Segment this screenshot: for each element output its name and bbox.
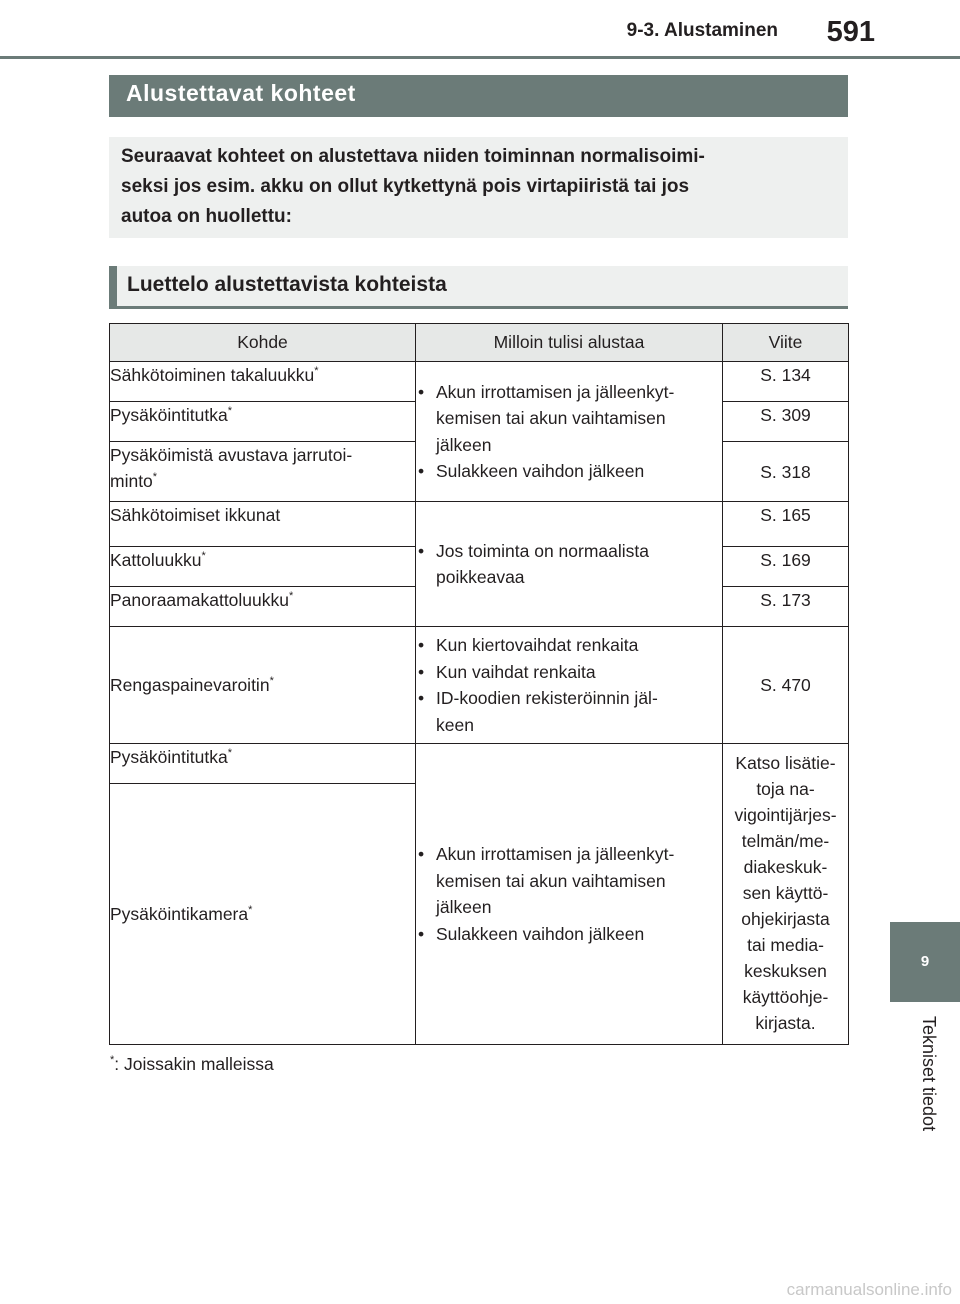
item-name: Panoraamakattoluukku: [110, 590, 289, 610]
asterisk-mark: *: [227, 405, 232, 418]
page-number: 591: [826, 16, 875, 48]
watermark: carmanualsonline.info: [786, 1280, 952, 1299]
item-cell: [110, 587, 416, 627]
list-item: • Kun kiertovaihdat renkaita: [416, 632, 722, 659]
when-list: [416, 538, 722, 591]
reference-cell: S. 309: [723, 402, 849, 442]
reference-cell: S. 318: [723, 442, 849, 502]
chapter-tab: 9: [890, 922, 960, 1002]
item-cell: [110, 627, 416, 744]
item-name: Sähkötoiminen takaluukku: [110, 365, 315, 385]
when-list: [416, 379, 722, 485]
column-header-item: Kohde: [110, 324, 416, 362]
when-cell: [416, 362, 723, 502]
item-name: Sähkötoimiset ikkunat: [110, 505, 281, 525]
table-row: [110, 502, 849, 547]
table-row: [110, 362, 849, 402]
header-divider: [0, 56, 960, 59]
footnote: [110, 1054, 274, 1075]
item-cell: [110, 744, 416, 784]
item-cell: [110, 547, 416, 587]
item-name: Pysäköimistä avustava jarrutoi-: [110, 445, 353, 465]
section-title: 9-3. Alustaminen: [626, 20, 778, 41]
reference-cell: S. 134: [723, 362, 849, 402]
column-header-reference: Viite: [723, 324, 849, 362]
column-header-when: Milloin tulisi alustaa: [416, 324, 723, 362]
reference-cell: S. 169: [723, 547, 849, 587]
table-row: [110, 627, 849, 744]
intro-line: Seuraavat kohteet on alustettava niiden toiminnan normalisoimi-: [121, 146, 705, 167]
when-list: [416, 841, 722, 947]
item-cell: [110, 362, 416, 402]
asterisk-mark: *: [314, 365, 319, 378]
asterisk-mark: *: [152, 471, 158, 484]
table-row: [110, 744, 849, 784]
when-cell: [416, 744, 723, 1045]
list-item: • Sulakkeen vaihdon jälkeen: [416, 921, 722, 948]
table-header-row: [110, 324, 849, 362]
reference-cell: S. 173: [723, 587, 849, 627]
asterisk-mark: *: [248, 904, 253, 917]
list-item: • ID-koodien rekisteröinnin jäl- keen: [416, 685, 722, 738]
item-name: Pysäköintikamera: [110, 904, 249, 924]
item-cell: [110, 442, 416, 502]
intro-line: seksi jos esim. akku on ollut kytkettynä pois virtapiiristä tai jos: [121, 176, 690, 197]
item-name: Pysäköintitutka: [110, 405, 228, 425]
asterisk-mark: *: [201, 550, 206, 563]
item-cell: [110, 402, 416, 442]
list-item: • Kun vaihdat renkaita: [416, 659, 722, 686]
when-cell: [416, 627, 723, 744]
list-item: • Akun irrottamisen ja jälleenkyt- kemisen tai akun vaihtamisen jälkeen: [416, 379, 722, 459]
item-cell: [110, 502, 416, 547]
reference-cell: Katso lisätie- toja na- vigointijärjes- telmän/me- diakeskuk- sen käyttö- ohjekirjasta tai media- keskuksen käyttöohje- kirjasta.: [723, 744, 849, 1045]
reference-cell: S. 165: [723, 502, 849, 547]
footnote-text: : Joissakin malleissa: [114, 1054, 274, 1074]
asterisk-mark: *: [227, 747, 232, 760]
reference-cell: S. 470: [723, 627, 849, 744]
list-item: • Jos toiminta on normaalista poikkeavaa: [416, 538, 722, 591]
item-name: minto: [110, 471, 153, 491]
item-cell: [110, 784, 416, 1045]
section-title-banner: Alustettavat kohteet: [109, 75, 848, 117]
list-subheading: Luettelo alustettavista kohteista: [109, 266, 848, 309]
reset-items-table: [109, 323, 849, 1045]
intro-box: [109, 137, 848, 238]
chapter-label: Tekniset tiedot: [919, 1016, 939, 1132]
asterisk-mark: *: [269, 675, 274, 688]
item-name: Kattoluukku: [110, 550, 202, 570]
asterisk-mark: *: [289, 590, 294, 603]
list-item: • Sulakkeen vaihdon jälkeen: [416, 458, 722, 485]
list-item: • Akun irrottamisen ja jälleenkyt- kemisen tai akun vaihtamisen jälkeen: [416, 841, 722, 921]
when-cell: [416, 502, 723, 627]
footnote-mark: *: [110, 1054, 115, 1067]
intro-line: autoa on huollettu:: [121, 206, 292, 227]
item-name: Pysäköintitutka: [110, 747, 228, 767]
when-list: [416, 632, 722, 738]
item-name: Rengaspainevaroitin: [110, 675, 270, 695]
